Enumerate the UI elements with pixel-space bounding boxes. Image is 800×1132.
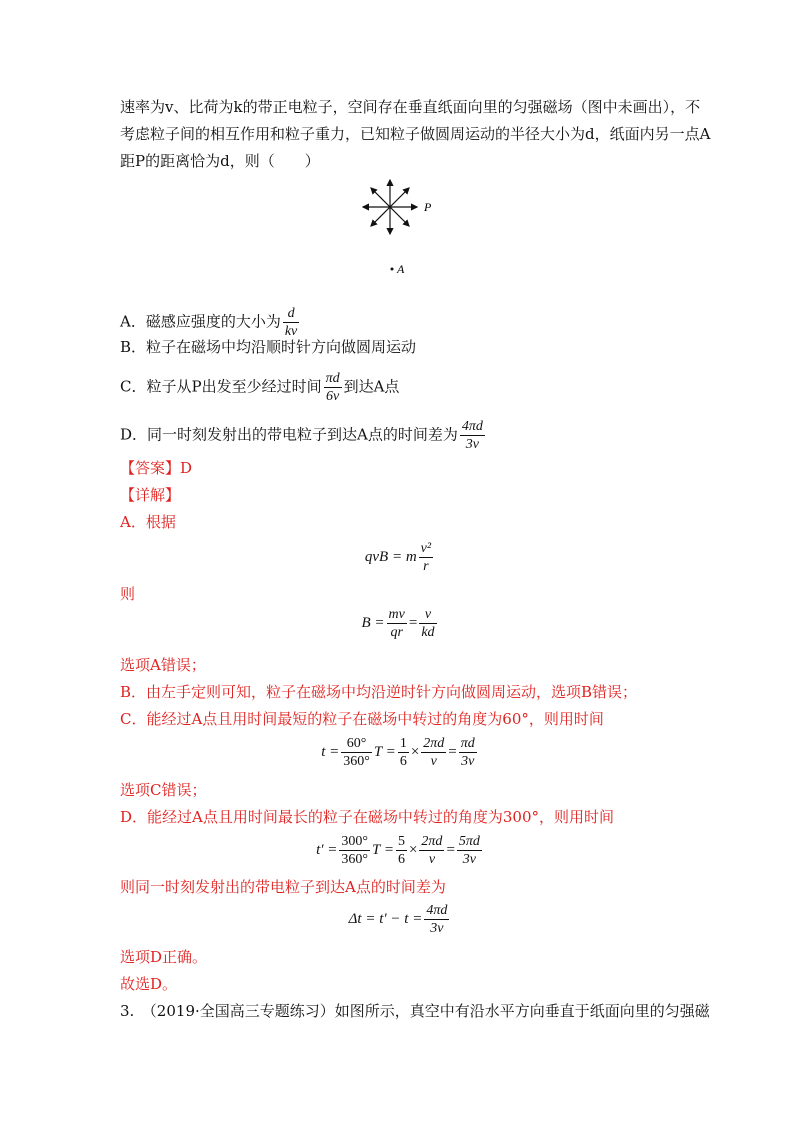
arrow-down-right bbox=[390, 207, 409, 226]
equation-2: B = $\frac{mv}{qr}$ = $\frac{v}{kd}$ bbox=[361, 607, 435, 640]
solution-c: C．能经过A点且用时间最短的粒子在磁场中转过的角度为60°，则用时间 bbox=[120, 710, 604, 728]
question-line-2: 考虑粒子间的相互作用和粒子重力，已知粒子做圆周运动的半径大小为d，纸面内另一点A bbox=[120, 125, 711, 143]
option-d-fraction: $\frac{4\pi d}{3v}$ bbox=[461, 419, 483, 452]
question-line-1: 速率为v、比荷为k的带正电粒子，空间存在垂直纸面向里的匀强磁场（图中未画出），不 bbox=[120, 98, 701, 116]
option-b: B．粒子在磁场中均沿顺时针方向做圆周运动 bbox=[120, 338, 417, 356]
option-c-fraction: $\frac{\pi d}{6v}$ bbox=[325, 371, 340, 404]
point-p-label: P bbox=[424, 200, 432, 214]
option-c: C．粒子从P出发至少经过时间 $\frac{\pi d}{6v}$ 到达A点 bbox=[120, 371, 400, 404]
solution-then: 则 bbox=[120, 585, 136, 603]
point-a-dot bbox=[391, 268, 394, 271]
arrow-down-left bbox=[371, 207, 390, 226]
detail-label: 【详解】 bbox=[120, 486, 181, 504]
equation-3: t = $\frac{60^\circ}{360^\circ}$ T = $\frac{1}{6}$ × $\frac{2\pi d}{v}$ = $\frac{\pi d}{3v}$ bbox=[321, 736, 475, 769]
equation-1: qvB = m $\frac{\text{v²}}{r}$ bbox=[364, 541, 432, 574]
velocity-arrows-figure bbox=[360, 175, 480, 285]
option-d: D．同一时刻发射出的带电粒子到达A点的时间差为 $\frac{4\pi d}{3v}$ bbox=[120, 419, 483, 452]
equation-4: t′ = $\frac{300^\circ}{360^\circ}$ T = $\frac{5}{6}$ × $\frac{2\pi d}{v}$ = $\frac{5\pi d}{3v}$ bbox=[316, 834, 480, 867]
answer-label: 【答案】D bbox=[120, 459, 193, 477]
solution-b: B．由左手定则可知，粒子在磁场中均沿逆时针方向做圆周运动，选项B错误； bbox=[120, 683, 638, 701]
solution-d: D．能经过A点且用时间最长的粒子在磁场中转过的角度为300°，则用时间 bbox=[120, 808, 614, 826]
option-a-fraction: $\frac{d}{kv}$ bbox=[284, 306, 298, 339]
point-a-label: A bbox=[397, 262, 405, 276]
solution-choose: 故选D。 bbox=[120, 975, 178, 993]
solution-diff: 则同一时刻发射出的带电粒子到达A点的时间差为 bbox=[120, 878, 446, 896]
solution-c-wrong: 选项C错误； bbox=[120, 781, 207, 799]
arrow-up-right bbox=[390, 188, 409, 207]
option-a: A．磁感应强度的大小为 $\frac{d}{kv}$ bbox=[120, 306, 298, 339]
next-question: 3. （2019·全国高三专题练习）如图所示，真空中有沿水平方向垂直于纸面向里的匀强磁 bbox=[120, 1002, 710, 1020]
arrow-up-left bbox=[371, 188, 390, 207]
solution-a-head: A．根据 bbox=[120, 513, 176, 531]
equation-5: Δt = t′ − t = $\frac{4\pi d}{3v}$ bbox=[348, 903, 448, 936]
solution-d-right: 选项D正确。 bbox=[120, 948, 208, 966]
solution-a-wrong: 选项A错误； bbox=[120, 656, 206, 674]
question-line-3: 距P的距离恰为d，则（ ） bbox=[120, 152, 320, 170]
